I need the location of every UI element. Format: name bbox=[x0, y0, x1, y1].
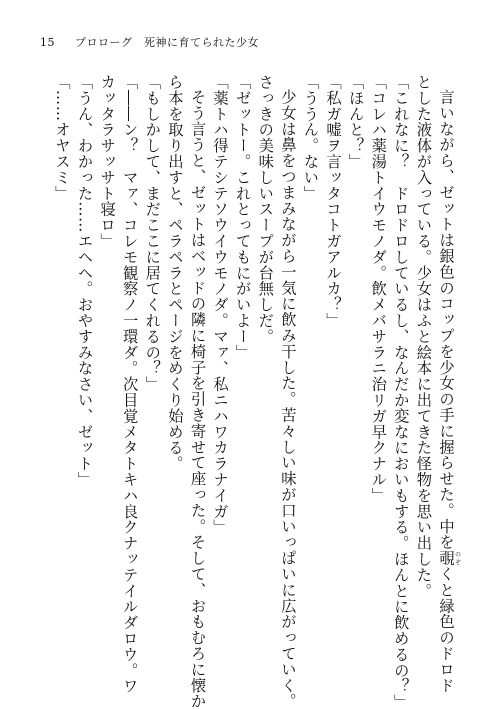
text-line: 「――ン？ マァ、コレモ観察ノ一環ダ。次目覚メタトキハ良クナッテイルダロウ。ワ bbox=[120, 74, 139, 695]
ruby-annotation: 覗のぞ bbox=[437, 550, 461, 567]
vertical-body-text bbox=[52, 74, 461, 710]
text-line: 「うん、わかった……エヘヘ。おやすみなさい、ゼット」 bbox=[75, 74, 94, 488]
text-line: 「コレハ薬湯トイウモノダ。飲メバサラニ治リガ早クナル」 bbox=[369, 74, 388, 504]
text-line: 「私ガ嘘ヲ言ッタコトガアルカ？」 bbox=[324, 74, 343, 329]
text-line: 「もしかして、まだここに居てくれるの？」 bbox=[143, 74, 162, 392]
text-line: そう言うと、ゼットはベッドの隣に椅子を引き寄せて座った。そして、おもむろに懐か bbox=[188, 89, 207, 710]
running-header bbox=[40, 34, 259, 50]
text-line: 言いながら、ゼットは銀色のコップを少女の手に握らせた。中を覗のぞくと緑色のドロド bbox=[437, 89, 461, 694]
text-line: ら本を取り出すと、ペラペラとページをめくり始める。 bbox=[165, 74, 184, 472]
text-line: 「これなに？ ドロドロしているし、なんだか変なにおいもする。ほんとに飲めるの？」 bbox=[391, 74, 410, 710]
text-line: 「ゼットー。これとってもにがいよー」 bbox=[233, 74, 252, 361]
text-line: とした液体が入っている。少女はふと絵本に出てきた怪物を思い出した。 bbox=[414, 74, 433, 599]
page-number: 15 bbox=[40, 36, 55, 49]
text-line: さっきの美味しいスープが台無しだ。 bbox=[256, 74, 275, 345]
text-line: 「薬トハ得テシテソウイウモノダ。マァ、私ニハワカラナイガ」 bbox=[211, 74, 230, 536]
text-line: カッタラサッサト寝ロ」 bbox=[98, 74, 117, 249]
text-line: 「……オヤスミ」 bbox=[52, 74, 71, 202]
text-line: 「ほんと？」 bbox=[346, 74, 365, 170]
text-line: 「ううん。ない」 bbox=[301, 74, 320, 202]
text-line: 少女は鼻をつまみながら一気に飲み干した。苦々しい味が口いっぱいに広がっていく。 bbox=[278, 89, 297, 710]
running-title: プロローグ 死神に育てられた少女 bbox=[75, 36, 259, 49]
